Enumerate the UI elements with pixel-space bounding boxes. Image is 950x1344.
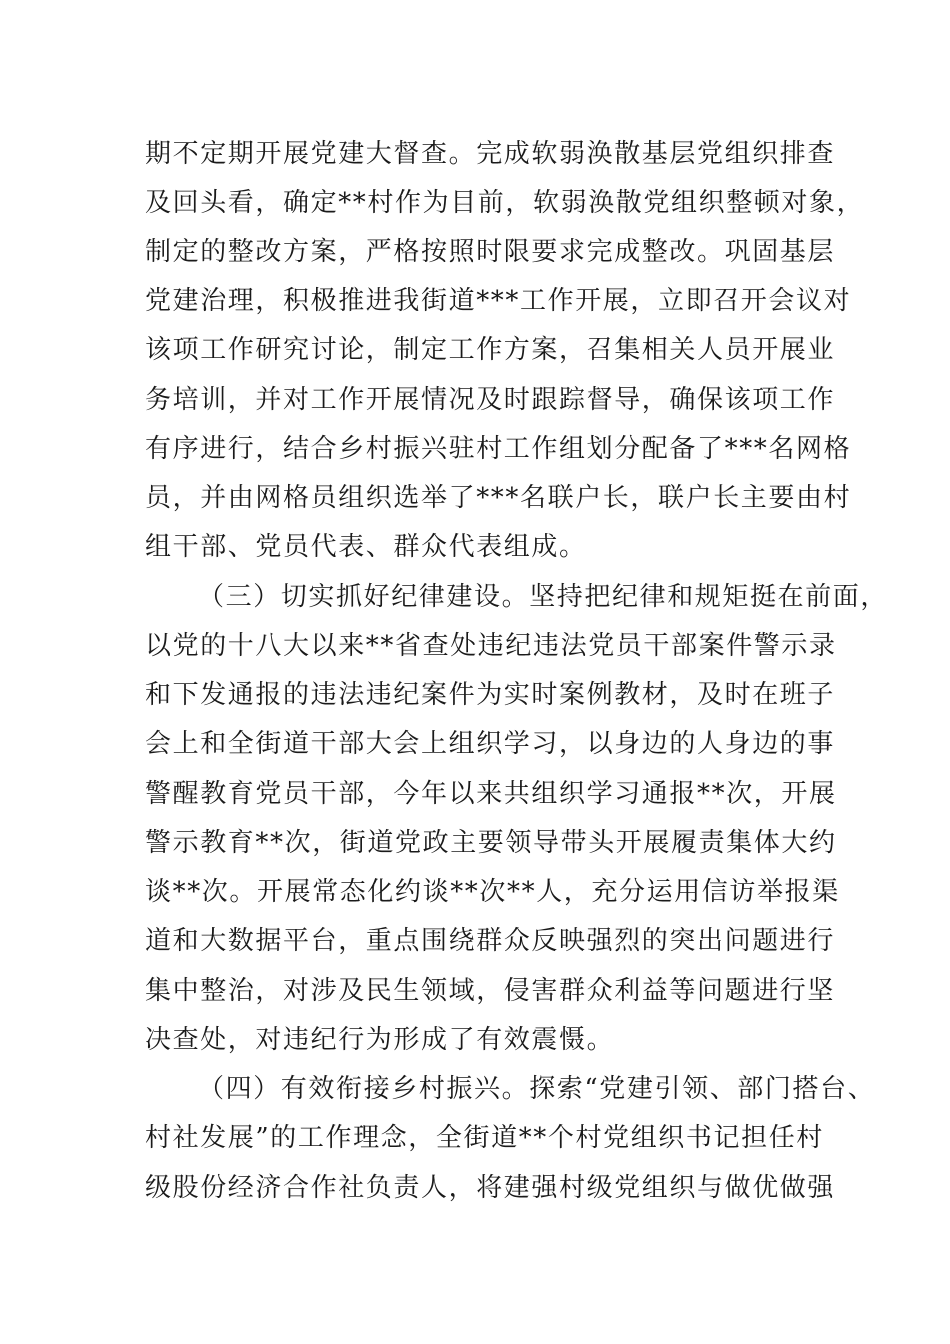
text-line: 道和大数据平台，重点围绕群众反映强烈的突出问题进行 [145, 926, 836, 956]
text-line: 谈**次。开展常态化约谈**次**人，充分运用信访举报渠 [145, 877, 840, 907]
text-line: 党建治理，积极推进我街道***工作开展，立即召开会议对 [145, 286, 852, 316]
text-line: 决查处，对违纪行为形成了有效震慑。 [145, 1025, 615, 1055]
text-line: 村社发展”的工作理念，全街道**个村党组织书记担任村 [145, 1123, 824, 1153]
text-line: 员，并由网格员组织选举了***名联户长，联户长主要由村 [145, 483, 852, 513]
text-line: 期不定期开展党建大督查。完成软弱涣散基层党组织排查 [145, 139, 836, 169]
text-line: 和下发通报的违法违纪案件为实时案例教材，及时在班子 [145, 680, 836, 710]
text-line: 该项工作研究讨论，制定工作方案，召集相关人员开展业 [145, 335, 836, 365]
text-line: 有序进行，结合乡村振兴驻村工作组划分配备了***名网格 [145, 434, 852, 464]
text-line: 制定的整改方案，严格按照时限要求完成整改。巩固基层 [145, 237, 836, 267]
text-line: 级股份经济合作社负责人，将建强村级党组织与做优做强 [145, 1173, 836, 1203]
text-line: 以党的十八大以来**省查处违纪违法党员干部案件警示录 [145, 631, 837, 661]
section-heading-line: （四）有效衔接乡村振兴。探索“党建引领、部门搭台、 [198, 1074, 876, 1104]
text-line: 集中整治，对涉及民生领域，侵害群众利益等问题进行坚 [145, 976, 836, 1006]
text-line: 警醒教育党员干部，今年以来共组织学习通报**次，开展 [145, 779, 837, 809]
text-line: 务培训，并对工作开展情况及时跟踪督导，确保该项工作 [145, 385, 836, 415]
section-heading-line: （三）切实抓好纪律建设。坚持把纪律和规矩挺在前面， [198, 582, 889, 612]
text-line: 及回头看，确定**村作为目前，软弱涣散党组织整顿对象， [145, 188, 865, 218]
text-line: 警示教育**次，街道党政主要领导带头开展履责集体大约 [145, 828, 837, 858]
text-line: 会上和全街道干部大会上组织学习，以身边的人身边的事 [145, 729, 836, 759]
text-line: 组干部、党员代表、群众代表组成。 [145, 532, 587, 562]
